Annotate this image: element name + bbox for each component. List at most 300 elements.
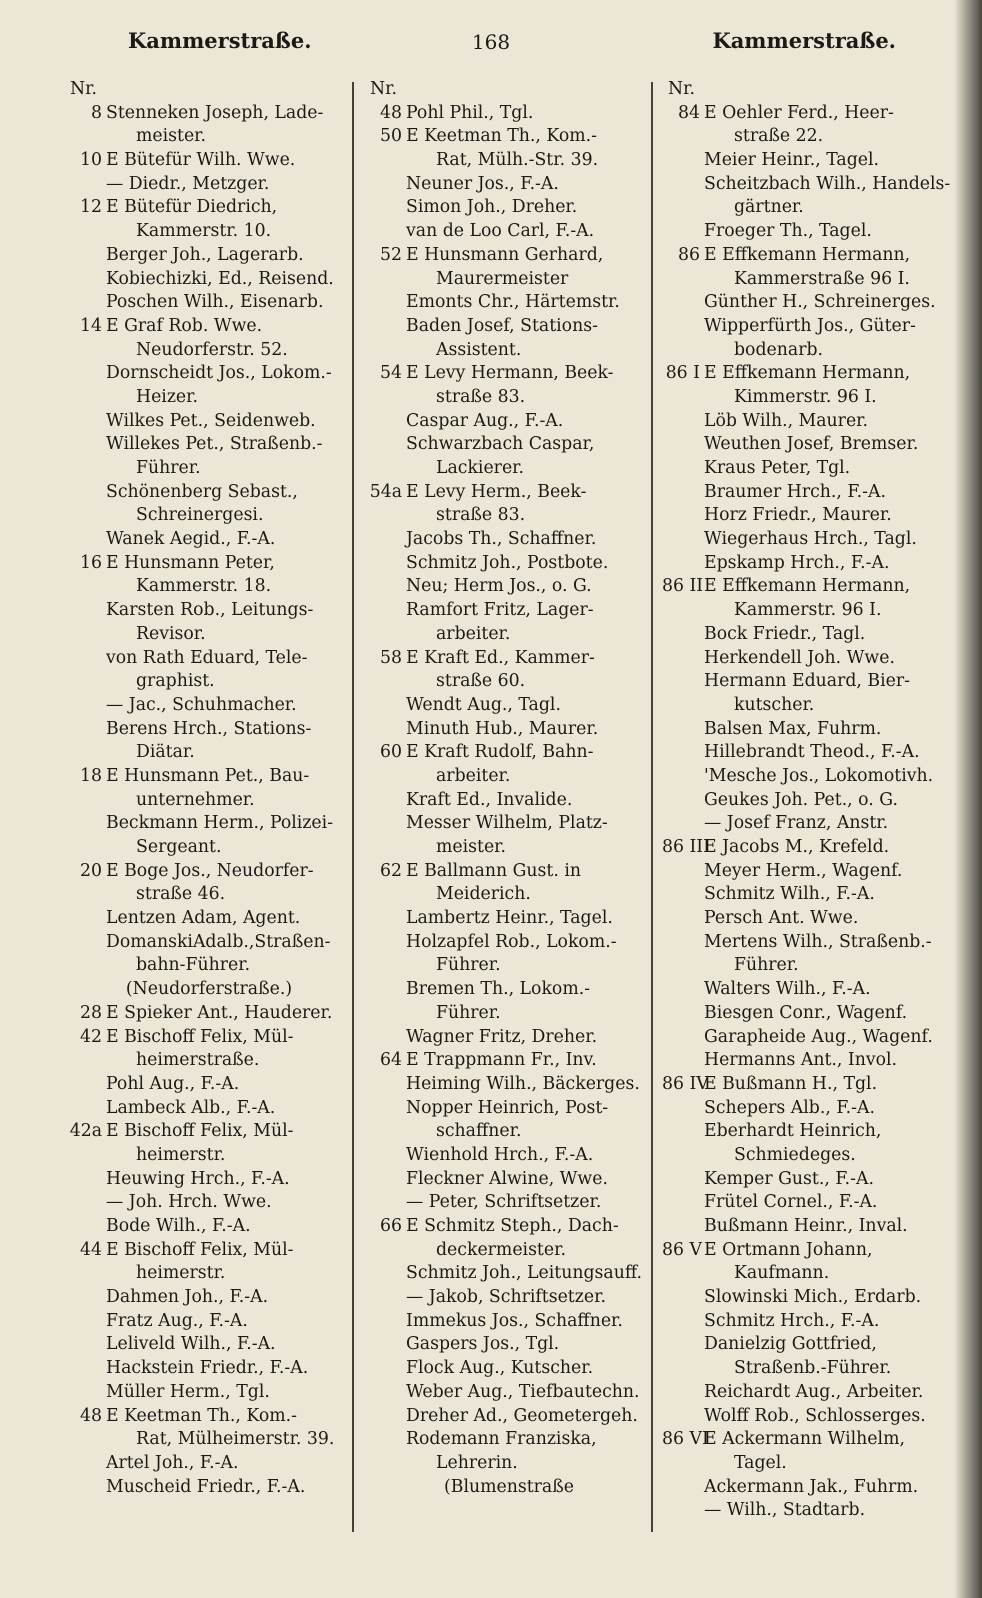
resident-line	[662, 931, 952, 955]
resident-line	[662, 883, 952, 907]
resident-line	[364, 410, 654, 434]
house-entry	[64, 149, 354, 173]
house-number: 50	[380, 126, 402, 147]
house-number: 86 V	[662, 1239, 702, 1260]
entry-text: Caspar Aug., F.-A.	[406, 410, 564, 431]
entry-text: E Boge Jos., Neudorfer-	[106, 860, 314, 881]
resident-line	[64, 1073, 354, 1097]
resident-line	[662, 978, 952, 1002]
entry-text: Wienhold Hrch., F.-A.	[406, 1144, 594, 1165]
resident-line	[662, 1381, 952, 1405]
entry-text: Hermann Eduard, Bier-	[704, 671, 910, 692]
resident-line	[64, 954, 354, 978]
house-entry	[64, 1405, 354, 1429]
resident-line	[64, 220, 354, 244]
entry-text: Dahmen Joh., F.-A.	[106, 1287, 269, 1308]
house-entry	[64, 1002, 354, 1026]
entry-text: Kammerstr. 18.	[136, 576, 272, 597]
resident-line	[364, 1310, 654, 1334]
resident-line	[364, 599, 654, 623]
resident-line	[662, 860, 952, 884]
entry-text: Rodemann Franziska,	[406, 1429, 597, 1450]
entry-text: (Blumenstraße	[444, 1476, 574, 1497]
entry-text: Kammerstraße 96 I.	[734, 268, 910, 289]
entry-text: Hermanns Ant., Invol.	[704, 1050, 898, 1071]
resident-line	[64, 1191, 354, 1215]
entry-text: Wanek Aegid., F.-A.	[106, 529, 276, 550]
resident-line	[64, 386, 354, 410]
house-number: 84	[678, 102, 700, 123]
entry-text: Immekus Jos., Schaffner.	[406, 1310, 623, 1331]
house-entry	[662, 244, 952, 268]
house-entry	[364, 102, 654, 126]
house-number: 86 III	[662, 837, 710, 857]
resident-line	[64, 433, 354, 457]
resident-line	[662, 173, 952, 197]
house-number: 14	[80, 315, 102, 336]
resident-line	[64, 718, 354, 742]
resident-line	[364, 907, 654, 931]
entry-text: Günther H., Schreinerges.	[704, 292, 936, 313]
resident-line	[364, 718, 654, 742]
entry-text: arbeiter.	[436, 623, 511, 644]
house-number: 52	[380, 244, 402, 265]
running-head-left: Kammerstraße.	[128, 28, 312, 53]
resident-line	[64, 1286, 354, 1310]
running-head-right: Kammerstraße.	[712, 28, 896, 53]
street-note	[64, 978, 354, 1002]
resident-line	[364, 1144, 654, 1168]
resident-line	[64, 362, 354, 386]
entry-text: Schreinergesi.	[136, 505, 264, 526]
entry-text: graphist.	[136, 671, 215, 692]
entry-text: Fratz Aug., F.-A.	[106, 1310, 248, 1331]
resident-line	[662, 504, 952, 528]
resident-line	[364, 291, 654, 315]
resident-line	[662, 1097, 952, 1121]
entry-text: E Bußmann H., Tgl.	[704, 1073, 878, 1094]
entry-text: E Oehler Ferd., Heer-	[704, 102, 894, 123]
resident-line	[662, 125, 952, 149]
entry-text: Willekes Pet., Straßenb.-	[106, 434, 323, 455]
house-entry	[64, 765, 354, 789]
resident-line	[64, 1333, 354, 1357]
entry-text: Kammerstr. 10.	[136, 221, 272, 242]
house-number: 86 II	[662, 576, 704, 597]
entry-text: Neuner Jos., F.-A.	[406, 173, 559, 194]
resident-line	[64, 1262, 354, 1286]
column-label: Nr.	[70, 79, 97, 99]
entry-text: Schönenberg Sebast.,	[106, 481, 298, 502]
resident-line	[662, 1476, 952, 1500]
entry-text: Simon Joh., Dreher.	[406, 197, 578, 218]
street-note	[364, 1476, 654, 1500]
resident-line	[364, 1405, 654, 1429]
house-number: 86 VI	[662, 1429, 709, 1450]
resident-line	[364, 433, 654, 457]
entry-text: Messer Wilhelm, Platz-	[406, 813, 608, 834]
resident-line	[662, 1002, 952, 1026]
resident-line	[662, 789, 952, 813]
entry-text: E Ackermann Wilhelm,	[704, 1429, 905, 1450]
entry-text: — Jakob, Schriftsetzer.	[406, 1287, 606, 1308]
entry-text: E Kraft Rudolf, Bahn-	[406, 742, 594, 763]
resident-line	[662, 1310, 952, 1334]
entry-text: Froeger Th., Tagel.	[704, 221, 872, 242]
resident-line	[64, 1144, 354, 1168]
entry-text: Emonts Chr., Härtemstr.	[406, 292, 620, 313]
resident-line	[662, 1026, 952, 1050]
entry-text: straße 46.	[136, 884, 226, 905]
entry-text: schaffner.	[436, 1121, 522, 1142]
entry-text: — Josef Franz, Anstr.	[704, 813, 889, 834]
entry-text: Ackermann Jak., Fuhrm.	[704, 1476, 919, 1497]
entry-text: E Levy Herm., Beek-	[406, 481, 587, 502]
entry-text: Meyer Herm., Wagenf.	[704, 860, 903, 881]
entry-text: kutscher.	[734, 694, 815, 715]
entry-text: Scheitzbach Wilh., Handels-	[704, 173, 951, 194]
entry-text: Leliveld Wilh., F.-A.	[106, 1334, 276, 1355]
resident-line	[364, 836, 654, 860]
resident-line	[64, 1428, 354, 1452]
entry-text: Lentzen Adam, Agent.	[106, 908, 301, 929]
entry-text: Neudorferstr. 52.	[136, 339, 288, 360]
resident-line	[662, 741, 952, 765]
house-number: 86	[678, 244, 700, 265]
entry-text: Führer.	[136, 458, 201, 478]
entry-text: Epskamp Hrch., F.-A.	[704, 552, 890, 573]
resident-line	[64, 883, 354, 907]
house-number: 64	[380, 1050, 402, 1071]
house-number: 8	[91, 102, 102, 123]
house-entry	[662, 1428, 952, 1452]
entry-text: Stenneken Joseph, Lade-	[106, 102, 324, 123]
resident-line	[64, 1049, 354, 1073]
resident-line	[662, 718, 952, 742]
entry-text: — Wilh., Stadtarb.	[704, 1500, 866, 1521]
house-number: 66	[380, 1216, 402, 1236]
resident-line	[662, 1405, 952, 1429]
entry-text: Wipperfürth Jos., Güter-	[704, 315, 916, 336]
house-entry	[364, 1049, 654, 1073]
resident-line	[662, 149, 952, 173]
entry-text: E Ballmann Gust. in	[406, 860, 581, 881]
entry-text: arbeiter.	[436, 765, 511, 786]
entry-text: — Joh. Hrch. Wwe.	[106, 1192, 272, 1213]
resident-line	[64, 528, 354, 552]
entry-text: E Trappmann Fr., Inv.	[406, 1050, 597, 1071]
entry-text: Walters Wilh., F.-A.	[704, 979, 871, 1000]
entry-text: DomanskiAdalb.,Straßen-	[106, 931, 331, 952]
entry-text: Danielzig Gottfried,	[704, 1334, 877, 1355]
entry-text: Fleckner Alwine, Wwe.	[406, 1168, 608, 1189]
house-entry	[662, 1239, 952, 1263]
resident-line	[662, 481, 952, 505]
entry-text: E Effkemann Hermann,	[704, 576, 911, 597]
resident-line	[662, 670, 952, 694]
resident-line	[64, 1452, 354, 1476]
resident-line	[662, 1168, 952, 1192]
resident-line	[64, 173, 354, 197]
entry-text: Kraus Peter, Tgl.	[704, 458, 851, 478]
resident-line	[662, 220, 952, 244]
entry-text: Straßenb.-Führer.	[734, 1358, 892, 1379]
house-entry	[64, 1026, 354, 1050]
resident-line	[64, 291, 354, 315]
house-entry	[64, 1120, 354, 1144]
entry-text: Weuthen Josef, Bremser.	[704, 434, 919, 455]
entry-text: Assistent.	[436, 339, 522, 360]
house-number: 62	[380, 860, 402, 881]
entry-text: E Bischoff Felix, Mül-	[106, 1026, 294, 1047]
house-entry	[364, 481, 654, 505]
entry-text: bahn-Führer.	[136, 955, 251, 976]
resident-line	[364, 339, 654, 363]
entry-text: Gaspers Jos., Tgl.	[406, 1334, 560, 1355]
entry-text: Dornscheidt Jos., Lokom.-	[106, 363, 332, 384]
entry-text: E Effkemann Hermann,	[704, 363, 911, 384]
entry-text: straße 60.	[436, 671, 526, 692]
resident-line	[662, 1120, 952, 1144]
entry-text: Meiderich.	[436, 884, 531, 905]
entry-text: Lambeck Alb., F.-A.	[106, 1097, 276, 1118]
house-entry	[364, 362, 654, 386]
resident-line	[64, 1168, 354, 1192]
resident-line	[364, 1120, 654, 1144]
resident-line	[364, 315, 654, 339]
resident-line	[662, 315, 952, 339]
entry-text: E Hunsmann Pet., Bau-	[106, 765, 310, 786]
entry-text: Hillebrandt Theod., F.-A.	[704, 742, 920, 763]
resident-line	[662, 339, 952, 363]
entry-text: Berger Joh., Lagerarb.	[106, 244, 304, 265]
resident-line	[64, 268, 354, 292]
entry-text: Sergeant.	[136, 837, 222, 857]
house-entry	[64, 860, 354, 884]
entry-text: Schwarzbach Caspar,	[406, 434, 595, 455]
entry-text: Schmitz Joh., Postbote.	[406, 552, 609, 573]
entry-text: Wagner Fritz, Dreher.	[406, 1026, 598, 1047]
resident-line	[64, 599, 354, 623]
resident-line	[64, 410, 354, 434]
entry-text: — Peter, Schriftsetzer.	[406, 1192, 602, 1213]
entry-text: — Jac., Schuhmacher.	[106, 694, 297, 715]
resident-line	[662, 812, 952, 836]
entry-text: Rat, Mülheimerstr. 39.	[136, 1429, 335, 1450]
entry-text: Hackstein Friedr., F.-A.	[106, 1358, 309, 1379]
resident-line	[64, 1215, 354, 1239]
entry-text: Kobiechizki, Ed., Reisend.	[106, 268, 334, 289]
resident-line	[364, 173, 654, 197]
entry-text: gärtner.	[734, 197, 804, 218]
resident-line	[364, 504, 654, 528]
resident-line	[364, 765, 654, 789]
house-number: 58	[380, 647, 402, 668]
entry-text: Rat, Mülh.-Str. 39.	[436, 150, 599, 171]
resident-line	[64, 575, 354, 599]
entry-text: (Neudorferstraße.)	[125, 979, 293, 1000]
entry-text: 'Mesche Jos., Lokomotivh.	[704, 765, 934, 786]
resident-line	[662, 1215, 952, 1239]
entry-text: Nopper Heinrich, Post-	[406, 1097, 609, 1118]
entry-text: Dreher Ad., Geometergeh.	[406, 1405, 638, 1426]
resident-line	[364, 386, 654, 410]
resident-line	[64, 481, 354, 505]
resident-line	[662, 765, 952, 789]
entry-text: Beckmann Herm., Polizei-	[106, 813, 334, 834]
resident-line	[662, 386, 952, 410]
entry-text: E Bütefür Wilh. Wwe.	[106, 150, 296, 171]
resident-line	[662, 1144, 952, 1168]
house-number: 54	[380, 363, 402, 384]
house-number: 86 IV	[662, 1073, 709, 1094]
house-entry	[364, 125, 654, 149]
resident-line	[662, 1452, 952, 1476]
entry-text: straße 83.	[436, 505, 526, 526]
entry-text: E Hunsmann Gerhard,	[406, 244, 604, 265]
resident-line	[364, 1002, 654, 1026]
resident-line	[64, 1476, 354, 1500]
entry-text: Geukes Joh. Pet., o. G.	[704, 789, 898, 810]
resident-line	[364, 883, 654, 907]
resident-line	[364, 1168, 654, 1192]
resident-line	[64, 836, 354, 860]
house-entry	[64, 1239, 354, 1263]
entry-text: Führer.	[436, 955, 501, 976]
entry-text: Meier Heinr., Tagel.	[704, 150, 880, 171]
resident-line	[364, 457, 654, 481]
entry-text: — Diedr., Metzger.	[106, 173, 270, 194]
entry-text: Bußmann Heinr., Inval.	[704, 1216, 908, 1236]
resident-line	[364, 268, 654, 292]
entry-text: Schmiedeges.	[734, 1144, 856, 1165]
house-number: 28	[80, 1002, 102, 1023]
entry-text: Kraft Ed., Invalide.	[406, 789, 573, 810]
house-entry	[662, 362, 952, 386]
column-label: Nr.	[668, 79, 695, 99]
entry-text: Slowinski Mich., Erdarb.	[704, 1287, 922, 1308]
resident-line	[662, 599, 952, 623]
resident-line	[364, 1026, 654, 1050]
entry-text: Neu; Herm Jos., o. G.	[406, 576, 592, 597]
resident-line	[64, 504, 354, 528]
entry-text: Schepers Alb., F.-A.	[704, 1097, 875, 1118]
entry-text: E Keetman Th., Kom.-	[106, 1405, 297, 1426]
resident-line	[364, 1452, 654, 1476]
entry-text: Jacobs Th., Schaffner.	[406, 529, 597, 550]
entry-text: Kimmerstr. 96 I.	[734, 386, 877, 407]
entry-text: Wendt Aug., Tagl.	[406, 694, 561, 715]
entry-text: Minuth Hub., Maurer.	[406, 718, 599, 739]
entry-text: Flock Aug., Kutscher.	[406, 1358, 594, 1379]
resident-line	[364, 528, 654, 552]
house-entry	[662, 1073, 952, 1097]
entry-text: Lambertz Heinr., Tagel.	[406, 908, 613, 929]
house-entry	[64, 196, 354, 220]
entry-text: Ramfort Fritz, Lager-	[406, 600, 594, 621]
entry-text: E Bischoff Felix, Mül-	[106, 1121, 294, 1142]
entry-text: Bremen Th., Lokom.-	[406, 979, 591, 1000]
entry-text: Kaufmann.	[734, 1263, 830, 1284]
entry-text: E Bischoff Felix, Mül-	[106, 1239, 294, 1260]
house-entry	[364, 741, 654, 765]
resident-line	[364, 978, 654, 1002]
entry-text: Kammerstr. 96 I.	[734, 600, 882, 621]
entry-text: Maurermeister	[436, 268, 569, 289]
entry-text: Weber Aug., Tiefbautechn.	[406, 1381, 640, 1402]
house-entry	[662, 575, 952, 599]
resident-line	[364, 931, 654, 955]
house-entry	[64, 552, 354, 576]
entry-text: Schmitz Hrch., F.-A.	[704, 1310, 880, 1331]
entry-text: Poschen Wilh., Eisenarb.	[106, 292, 324, 313]
resident-line	[662, 528, 952, 552]
resident-line	[662, 1191, 952, 1215]
resident-line	[662, 1499, 952, 1523]
entry-text: Kemper Gust., F.-A.	[704, 1168, 874, 1189]
resident-line	[64, 244, 354, 268]
entry-text: E Spieker Ant., Hauderer.	[106, 1002, 333, 1023]
resident-line	[662, 1286, 952, 1310]
entry-text: Führer.	[734, 955, 799, 976]
house-number: 18	[80, 765, 102, 786]
resident-line	[364, 789, 654, 813]
entry-text: heimerstr.	[136, 1263, 226, 1284]
entry-text: Biesgen Conr., Wagenf.	[704, 1002, 908, 1023]
resident-line	[662, 268, 952, 292]
resident-line	[364, 670, 654, 694]
entry-text: Karsten Rob., Leitungs-	[106, 600, 314, 621]
house-number: 48	[380, 102, 402, 123]
resident-line	[364, 954, 654, 978]
resident-line	[364, 1286, 654, 1310]
entry-text: E Ortmann Johann,	[704, 1239, 873, 1260]
entry-text: heimerstr.	[136, 1144, 226, 1165]
entry-text: Pohl Phil., Tgl.	[406, 102, 534, 123]
entry-text: Pohl Aug., F.-A.	[106, 1073, 240, 1094]
entry-text: van de Loo Carl, F.-A.	[406, 221, 595, 242]
resident-line	[662, 457, 952, 481]
page-number: 168	[471, 30, 511, 54]
house-number: 48	[80, 1405, 102, 1426]
house-entry	[364, 860, 654, 884]
resident-line	[662, 433, 952, 457]
resident-line	[662, 552, 952, 576]
entry-text: Tagel.	[734, 1452, 787, 1473]
entry-text: Schmitz Wilh., F.-A.	[704, 884, 875, 905]
entry-text: E Schmitz Steph., Dach-	[406, 1216, 619, 1236]
house-number: 42a	[69, 1121, 102, 1142]
entry-text: Frütel Cornel., F.-A.	[704, 1192, 878, 1213]
resident-line	[64, 1357, 354, 1381]
resident-line	[662, 410, 952, 434]
resident-line	[64, 647, 354, 671]
entry-text: Holzapfel Rob., Lokom.-	[406, 931, 617, 952]
resident-line	[662, 647, 952, 671]
entry-text: Persch Ant. Wwe.	[704, 908, 859, 929]
house-number: 60	[380, 742, 402, 763]
resident-line	[64, 1097, 354, 1121]
column-1	[64, 78, 354, 1578]
entry-text: meister.	[436, 837, 507, 857]
resident-line	[64, 339, 354, 363]
entry-text: Baden Josef, Stations-	[406, 315, 598, 336]
house-entry	[64, 102, 354, 126]
entry-text: E Kraft Ed., Kammer-	[406, 647, 595, 668]
resident-line	[364, 1357, 654, 1381]
resident-line	[364, 196, 654, 220]
resident-line	[64, 931, 354, 955]
